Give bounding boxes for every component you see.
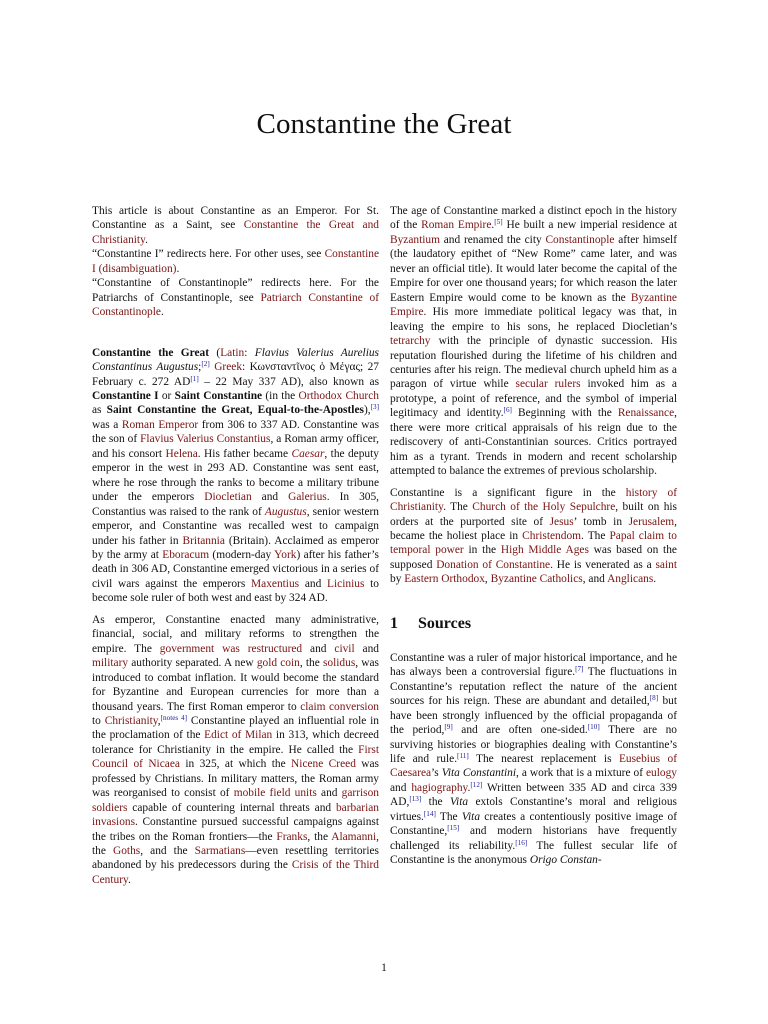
text: and <box>251 491 289 504</box>
link-christendom[interactable]: Christendom <box>522 529 582 542</box>
link-saint[interactable]: saint <box>655 558 677 571</box>
text: , the deputy emperor in the west in 293 AD. Constantine was sent east, where he rose through the ranks to become a military tribune under the emperors <box>92 447 379 504</box>
link-nicene-creed[interactable]: Nicene Creed <box>291 758 356 771</box>
text: There are no surviving histories or biographies dealing with Constantine’s life and rule. <box>390 724 677 765</box>
text: . <box>176 262 180 275</box>
text: , <box>157 714 161 727</box>
link-franks[interactable]: Franks <box>276 830 308 843</box>
text: (Britain). Acclaimed as emperor by the army at <box>92 534 379 561</box>
link-anglicans[interactable]: Anglicans <box>607 573 654 586</box>
link-secular-rulers[interactable]: secular rulers <box>515 378 581 391</box>
text: the <box>421 796 450 809</box>
link-garrison-soldiers[interactable]: garrison soldiers <box>92 787 379 814</box>
citation[interactable]: [15] <box>447 824 460 833</box>
link-disambiguation[interactable]: Constantine I (disambiguation) <box>92 248 379 275</box>
link-holy-sepulchre[interactable]: Church of the Holy Sepulchre <box>472 501 616 514</box>
citation[interactable]: [10] <box>587 723 600 732</box>
link-history-christianity[interactable]: history of Christianity <box>390 486 678 514</box>
text: . His father became <box>197 447 292 460</box>
citation[interactable]: [5] <box>494 218 503 227</box>
link-byzantium[interactable]: Byzantium <box>390 233 440 246</box>
text: but have been strongly influenced by the official propaganda of the period, <box>390 695 678 737</box>
text: creates a contentiously positive image of Constantine, <box>390 810 677 838</box>
link-goths[interactable]: Goths <box>113 845 141 858</box>
link-renaissance[interactable]: Renaissance <box>617 407 675 420</box>
text: . <box>491 219 495 232</box>
italic-text: Vita Constantini <box>441 767 517 780</box>
bold-text: Constantine the Great <box>92 346 210 359</box>
link-papal-claim[interactable]: Papal claim to temporal power <box>390 529 677 557</box>
section-number: 1 <box>390 614 398 632</box>
link-maxentius[interactable]: Maxentius <box>251 577 300 590</box>
text: . In 305, Constantius was raised to the rank of <box>92 491 379 518</box>
link-gold-coin[interactable]: gold coin <box>256 657 300 670</box>
text: —even resettling territories abandoned by his predecessors during the <box>92 845 379 872</box>
text: The <box>435 810 462 823</box>
text: in 325, at which the <box>179 758 292 771</box>
section-heading-sources <box>390 615 677 633</box>
citation[interactable]: [16] <box>515 838 528 847</box>
text: Constantine was a ruler of major historical importance, and he has always been a controversial figure. <box>390 651 677 679</box>
text: capable of countering internal threats and <box>127 801 336 814</box>
link-augustus[interactable] <box>265 506 307 518</box>
citation[interactable]: [1] <box>190 374 199 383</box>
citation[interactable]: [9] <box>444 723 453 732</box>
citation[interactable]: [8] <box>649 694 659 703</box>
text: . <box>653 573 657 586</box>
text: was based on the supposed <box>390 544 677 571</box>
citation[interactable]: [14] <box>423 809 436 818</box>
text: ; <box>198 361 202 374</box>
text: : <box>244 346 255 359</box>
text: in 313, which decreed tolerance for Christianity in the empire. He called the <box>92 729 379 756</box>
link-eastern-orthodox[interactable]: Eastern Orthodox <box>404 573 485 586</box>
text: and are often one-sided. <box>452 724 588 737</box>
page-title: Constantine the Great <box>256 108 512 140</box>
italic-link: Augustus <box>264 505 307 518</box>
link-roman-empire[interactable]: Roman Empire <box>421 219 492 232</box>
text: authority separated. A new <box>128 657 257 670</box>
text: (modern-day <box>209 548 275 561</box>
text: – 22 May 337 AD), also known as <box>198 375 380 388</box>
text: Written between 335 AD and circa 339 AD, <box>390 781 678 809</box>
text: extols Constantine’s moral and religious virtues. <box>390 796 677 823</box>
italic-text: Origo Constan- <box>529 854 602 867</box>
link-latin[interactable]: Latin <box>220 346 245 359</box>
citation[interactable]: [notes 4] <box>160 713 187 722</box>
link-greek[interactable]: Greek <box>214 361 243 374</box>
text: The age of Constantine marked a distinct epoch in the history of the <box>390 205 677 232</box>
link-licinius[interactable]: Licinius <box>327 577 365 590</box>
text: The nearest replacement is <box>468 752 619 765</box>
link-government[interactable]: government was restructured <box>159 642 303 655</box>
link-council-of-nicaea[interactable]: First Council of Nicaea <box>92 743 379 771</box>
italic-link: Caesar <box>291 447 325 460</box>
text: by <box>390 573 405 586</box>
text: “Constantine of Constantinople” redirects here. For the Patriarchs of Constantinople, see <box>92 277 379 304</box>
text: invoked him as a prototype, a point of reference, and the symbol of imperial legitimacy and identity. <box>390 378 677 420</box>
link-eusebius[interactable]: Eusebius of Caesarea <box>390 752 677 780</box>
left-column <box>92 204 379 894</box>
text: , and the <box>140 845 195 858</box>
text: or <box>158 389 175 402</box>
paragraph-sources <box>390 651 677 868</box>
link-diocletian[interactable]: Diocletian <box>204 491 252 504</box>
link-tetrarchy[interactable]: tetrarchy <box>390 335 431 348</box>
text: (in the <box>262 389 299 402</box>
text: ), <box>363 404 371 417</box>
text: , the <box>307 830 332 843</box>
text: , became the holiest place in <box>390 515 678 542</box>
citation[interactable]: [6] <box>503 406 512 415</box>
text: , a work that is a mixture of <box>516 767 646 780</box>
link-britannia[interactable]: Britannia <box>182 534 225 547</box>
text: and <box>299 577 328 590</box>
text: ’s <box>431 767 442 780</box>
text: as <box>92 404 107 417</box>
link-donation[interactable]: Donation of Constantine <box>436 558 551 571</box>
link-mobile-field-units[interactable]: mobile field units <box>233 787 317 800</box>
bold-text: Constantine I <box>92 389 159 402</box>
bold-text: Saint Constantine the Great, Equal-to-the-Apostles <box>106 404 364 417</box>
text: to <box>92 714 105 727</box>
paragraph-intro <box>92 346 379 606</box>
link-patriarch[interactable]: Patriarch Constantine of Constantinople <box>92 291 379 319</box>
link-sarmatians[interactable]: Sarmatians <box>194 845 246 858</box>
link-orthodox-church[interactable]: Orthodox Church <box>298 389 379 402</box>
text: was a <box>92 418 122 431</box>
right-column <box>390 204 677 875</box>
citation[interactable]: [12] <box>470 780 483 789</box>
text: . He is venerated as a <box>550 558 656 571</box>
text: This article is about Constantine as an Emperor. For St. Constantine as a Saint, see <box>92 205 379 232</box>
text: , built on his orders at the purported site of <box>390 501 677 528</box>
text: was professed by Christians. In military matters, the Roman army was reorganised to consist of <box>92 758 379 800</box>
link-christianity[interactable]: Christianity <box>104 714 158 727</box>
text: with the principle of dynastic succession. His reputation flourished during the lifetime of his children and centuries after his reign. The medieval church upheld him as a paragon of virtue while <box>390 335 677 391</box>
text: : Κωνσταντῖνος ὁ Μέγας; 27 February c. 272 AD <box>92 361 379 388</box>
link-barbarian-invasions[interactable]: barbarian invasions <box>92 801 379 829</box>
text: , and <box>582 573 608 586</box>
text: As emperor, Constantine enacted many administrative, financial, social, and military reforms to strengthen the empire. The <box>92 613 379 655</box>
paragraph-age <box>390 204 677 479</box>
text: . The <box>443 501 473 514</box>
link-solidus[interactable]: solidus <box>322 657 356 670</box>
text: and renamed the city <box>439 233 546 246</box>
paragraph-reforms <box>92 613 379 888</box>
text: He built a new imperial residence at <box>502 219 678 232</box>
text: , the <box>299 657 323 670</box>
citation[interactable]: [2] <box>201 360 210 369</box>
text: , there were more critical appraisals of his reign due to the rediscovery of anti-Constantinian sources. Critics portrayed him as a tyrant. Trends in modern and recent scholarship attempted to balance the extremes of previous scholarship. <box>390 407 677 478</box>
text: . Constantine pursued successful campaigns against the tribes on the Roman frontiers—the <box>92 816 379 843</box>
link-edict-of-milan[interactable]: Edict of Milan <box>204 729 273 742</box>
citation[interactable]: [13] <box>409 795 422 804</box>
section-title: Sources <box>418 614 472 632</box>
link-byzantine-catholics[interactable]: Byzantine Catholics <box>490 573 583 586</box>
italic-text: Vita <box>449 796 469 809</box>
link-claim-conversion[interactable]: claim conversion <box>300 700 379 713</box>
text: in the <box>463 544 501 557</box>
page-number: 1 <box>381 962 387 974</box>
text: , the <box>92 830 379 858</box>
hatnote-emperor <box>92 204 379 247</box>
link-york[interactable]: York <box>274 548 297 561</box>
link-high-middle-ages[interactable]: High Middle Ages <box>500 544 589 557</box>
text: and modern historians have frequently challenged its reliability. <box>390 825 677 852</box>
text: The fluctuations in Constantine’s reputation reflect the nature of the ancient sources for his reign. These are abundant and detailed, <box>390 666 677 708</box>
link-jerusalem[interactable]: Jerusalem <box>628 515 675 528</box>
link-helena[interactable]: Helena <box>165 447 198 460</box>
link-jesus[interactable]: Jesus <box>549 515 574 528</box>
text: ) after his father’s death in 306 AD, Constantine emerged victorious in a series of civil wars against the emperors <box>92 548 379 590</box>
text: . <box>127 873 131 886</box>
text: “Constantine I” redirects here. For other uses, see <box>92 248 325 261</box>
link-galerius[interactable]: Galerius <box>288 491 327 504</box>
link-alamanni[interactable]: Alamanni <box>331 830 377 843</box>
link-hagiography[interactable]: hagiography <box>411 781 468 794</box>
text: Beginning with the <box>511 407 618 420</box>
link-caesar[interactable] <box>291 448 324 460</box>
italic-text: Vita <box>461 810 481 823</box>
text: , senior western emperor, and Constantine was recalled west to campaign under his father in <box>92 505 379 547</box>
text: . The <box>581 529 610 542</box>
link-flavius[interactable]: Flavius Valerius Constantius <box>140 433 271 446</box>
link-constantine-christianity[interactable]: Constantine the Great and Christianity <box>92 219 379 246</box>
text: ( <box>209 346 221 359</box>
link-constantinople[interactable]: Constantinople <box>545 233 615 246</box>
text: and <box>316 787 342 800</box>
text: Constantine played an influential role in the proclamation of the <box>92 714 379 742</box>
link-civil[interactable]: civil <box>334 642 355 655</box>
citation[interactable]: [7] <box>575 665 584 674</box>
hatnote-constantinople <box>92 276 379 319</box>
text: after himself (the laudatory epithet of “New Rome” came later, and was never an official title). It would later become the capital of the Empire for over one thousand years; for which reason the later Eastern Empire would come to be known as the <box>390 233 677 304</box>
link-crisis-third-century[interactable]: Crisis of the Third Century <box>92 859 379 886</box>
hatnote-constantine-i <box>92 247 379 276</box>
text: from 306 to 337 AD. Constantine was the son of <box>92 418 379 446</box>
text: and <box>354 642 379 655</box>
text: . <box>145 233 148 246</box>
text: and <box>390 781 412 794</box>
citation[interactable]: [3] <box>370 403 379 412</box>
text: , was introduced to combat inflation. It would become the standard for Byzantine and European currencies for more than a thousand years. The first Roman emperor to <box>92 657 379 713</box>
text: . <box>160 306 164 319</box>
text: and <box>302 642 335 655</box>
text: Constantine is a significant figure in the <box>390 486 626 499</box>
link-military[interactable]: military <box>92 657 129 670</box>
text: ’ tomb in <box>573 515 629 528</box>
link-roman-emperor[interactable]: Roman Emperor <box>121 418 199 431</box>
italic-text: Flavius Valerius Aurelius Constantinus Augustus <box>92 346 379 374</box>
text: , <box>484 573 491 586</box>
link-byzantine-empire[interactable]: Byzantine Empire <box>390 291 677 319</box>
paragraph-significant <box>390 486 677 587</box>
link-eulogy[interactable]: eulogy <box>646 767 678 780</box>
text: , a Roman army officer, and his consort <box>92 433 379 460</box>
text: to become sole ruler of both west and east by 324 AD. <box>92 577 379 605</box>
citation[interactable]: [11] <box>457 751 469 760</box>
text: . His more immediate political legacy was that, in leaving the empire to his sons, he replaced Diocletian’s <box>390 306 677 333</box>
text: . <box>467 781 471 794</box>
text: The fullest secular life of Constantine is the anonymous <box>390 839 678 867</box>
link-eboracum[interactable]: Eboracum <box>162 548 210 561</box>
bold-text: Saint Constantine <box>174 389 263 402</box>
